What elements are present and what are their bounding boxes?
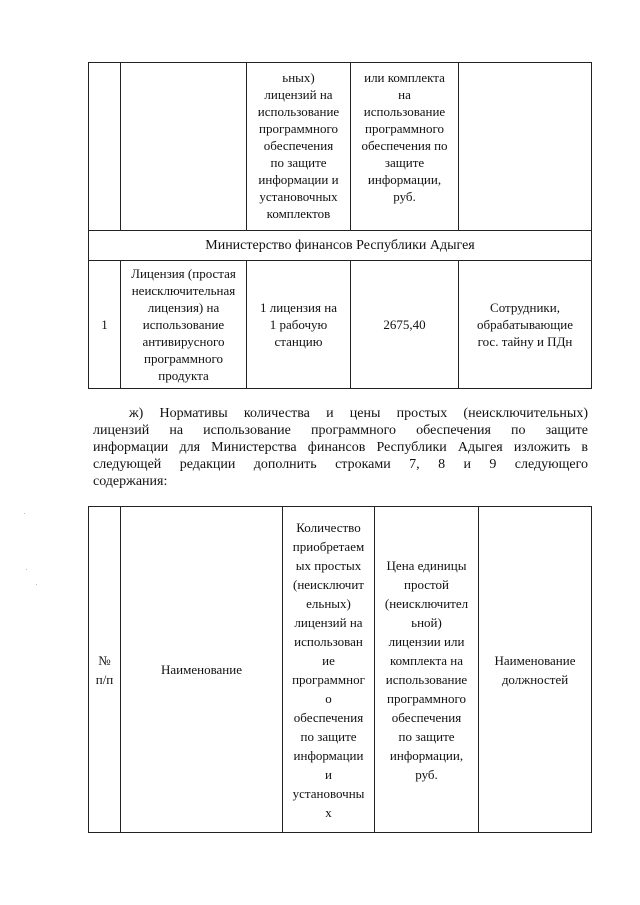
scan-speck bbox=[36, 584, 37, 585]
header-cell-num: № п/п bbox=[89, 507, 121, 833]
header-cell-quantity: Количество приобретаем ых простых (неисключит ельных) лицензий на использован ие программног о обеспечения по защите информации и установочны х bbox=[283, 507, 375, 833]
table-row bbox=[89, 261, 592, 389]
header-cell-name: Наименование bbox=[121, 507, 283, 833]
row-positions: Сотрудники, обрабатывающие гос. тайну и ПДн bbox=[459, 261, 592, 389]
header-cell-name bbox=[121, 63, 247, 231]
header-cell-price: или комплекта на использование программного обеспечения по защите информации, руб. bbox=[351, 63, 459, 231]
row-quantity: 1 лицензия на 1 рабочую станцию bbox=[247, 261, 351, 389]
header-cell-price: Цена единицы простой (неисключител ьной) лицензии или комплекта на использование программного обеспечения по защите информации, руб. bbox=[375, 507, 479, 833]
paragraph-line: содержания: bbox=[93, 474, 168, 489]
row-num: 1 bbox=[89, 261, 121, 389]
row-name: Лицензия (простая неисключительная лицензия) на использование антивирусного программного продукта bbox=[121, 261, 247, 389]
table-header-row-continued bbox=[89, 63, 592, 231]
header-cell-quantity: ьных) лицензий на использование программного обеспечения по защите информации и установочных комплектов bbox=[247, 63, 351, 231]
section-title: Министерство финансов Республики Адыгея bbox=[89, 231, 592, 261]
amendment-paragraph bbox=[93, 405, 588, 490]
table-software-licenses-new bbox=[88, 506, 592, 833]
paragraph-line: лицензий на использование программного обеспечения по защите bbox=[93, 423, 588, 438]
paragraph-line: ж) Нормативы количества и цены простых (неисключительных) bbox=[129, 406, 588, 421]
table-software-licenses-continued bbox=[88, 62, 592, 389]
table-section-row bbox=[89, 231, 592, 261]
header-cell-positions bbox=[459, 63, 592, 231]
table-header-row bbox=[89, 507, 592, 833]
header-cell-positions: Наименование должностей bbox=[479, 507, 592, 833]
paragraph-line: следующей редакции дополнить строками 7, 8 и 9 следующего bbox=[93, 457, 588, 472]
scan-speck bbox=[24, 513, 25, 514]
row-price: 2675,40 bbox=[351, 261, 459, 389]
paragraph-line: информации для Министерства финансов Республики Адыгея изложить в bbox=[93, 440, 588, 455]
scan-speck bbox=[26, 569, 27, 570]
header-cell-num bbox=[89, 63, 121, 231]
